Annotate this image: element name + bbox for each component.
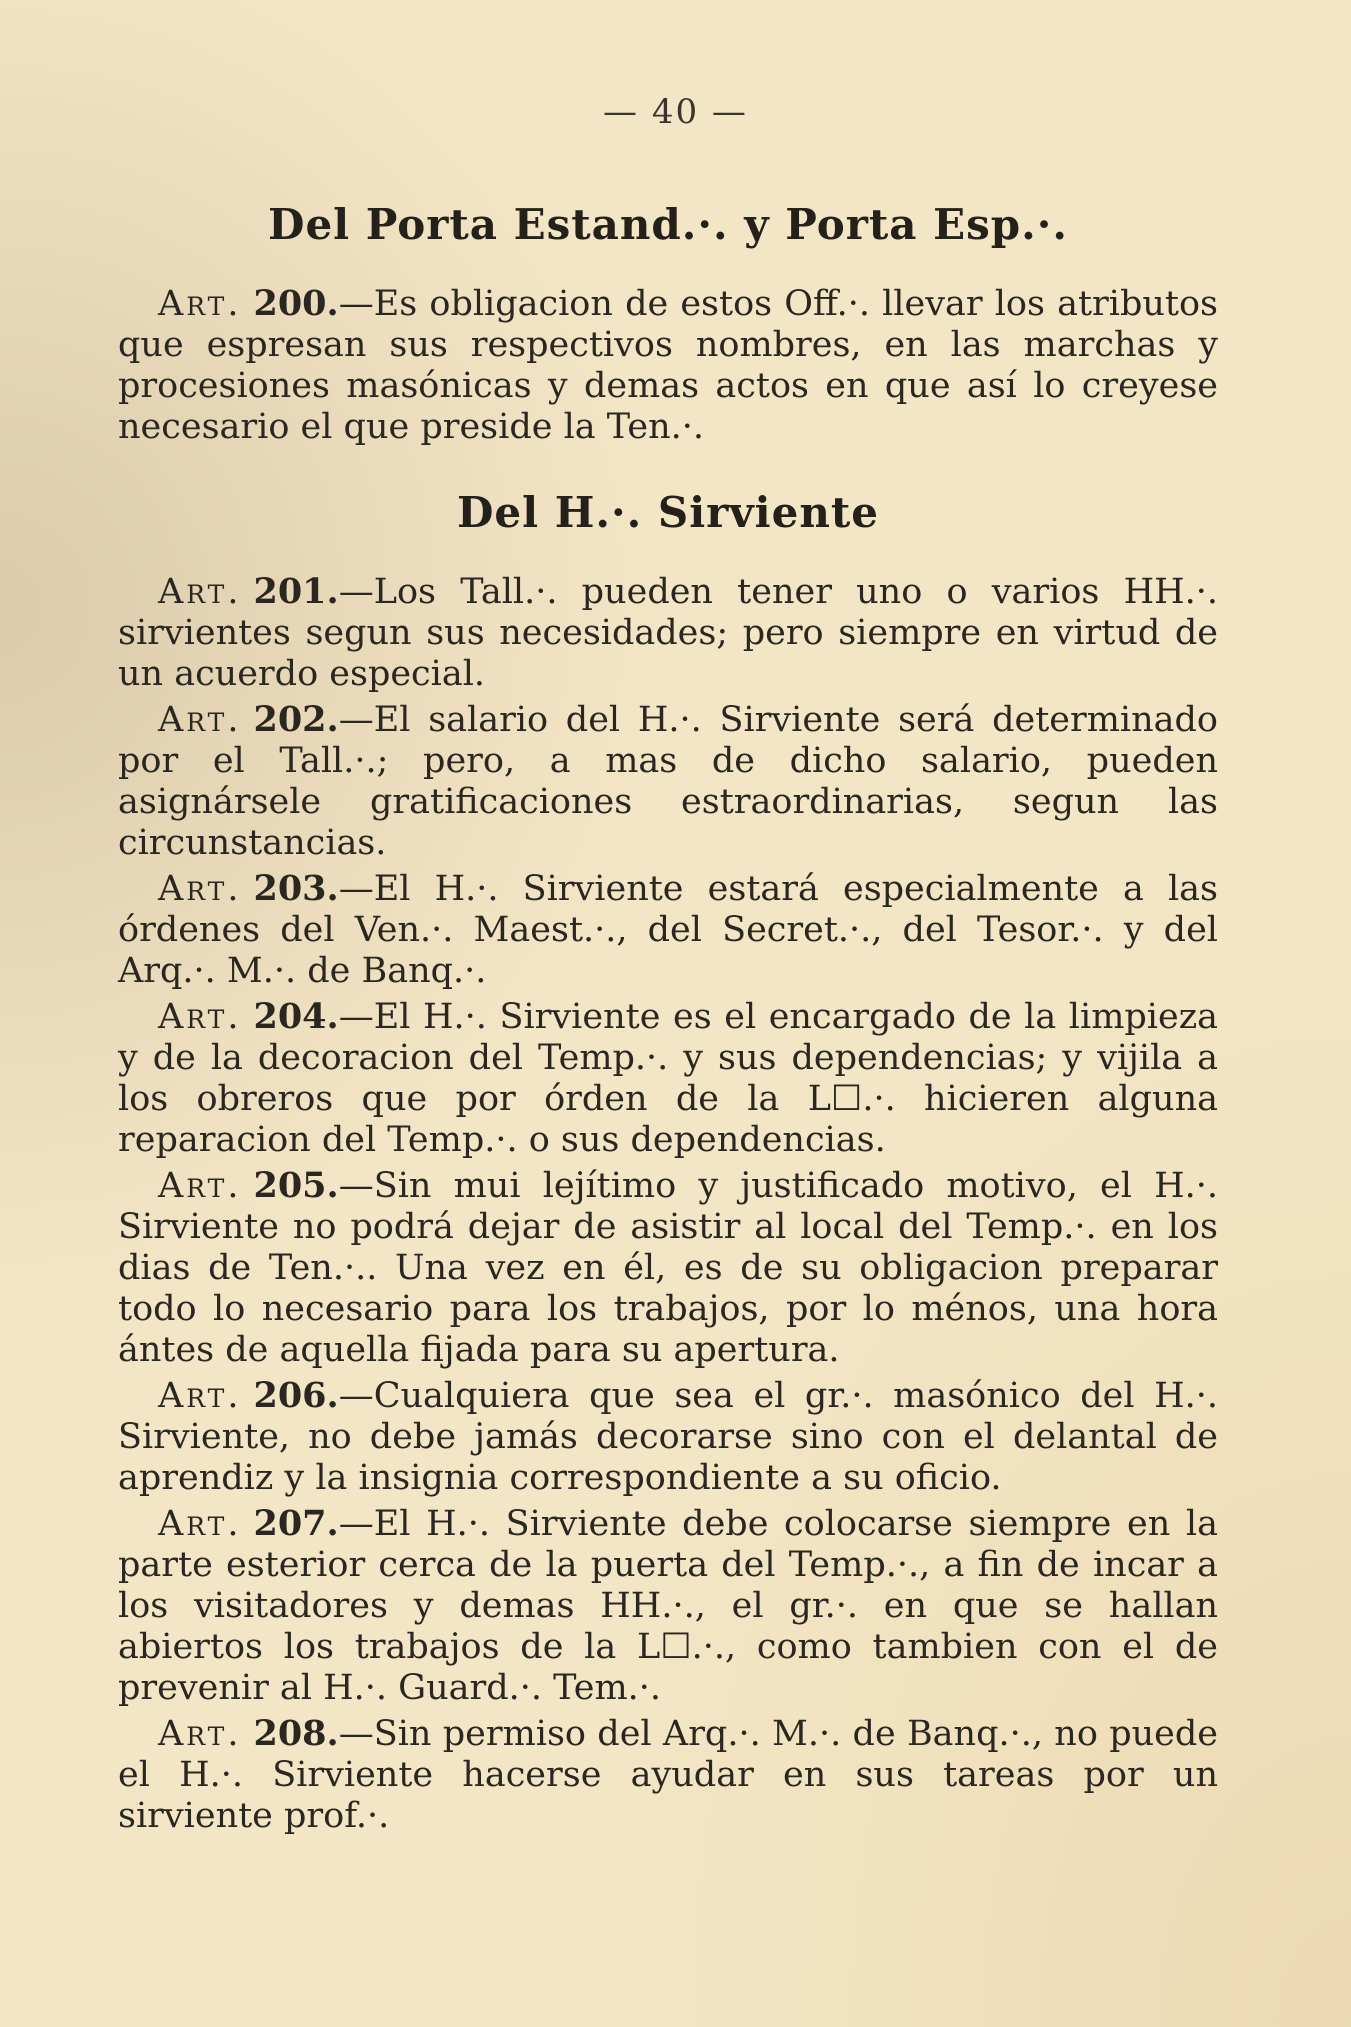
article-text: —Los Tall.·. pueden tener uno o varios HH.·. sirvientes segun sus necesidades; pero siempre en virtud de un acuerdo especial. bbox=[118, 572, 1218, 694]
article-label: Art. bbox=[158, 700, 242, 740]
article-number: 208. bbox=[253, 1713, 339, 1754]
article-number: 200. bbox=[253, 283, 339, 324]
article-207 bbox=[118, 1503, 1218, 1709]
article-206 bbox=[118, 1375, 1218, 1499]
article-number: 201. bbox=[253, 571, 339, 612]
article-204 bbox=[118, 996, 1218, 1161]
article-201 bbox=[118, 571, 1218, 695]
article-text: —Cualquiera que sea el gr.·. masónico del H.·. Sirviente, no debe jamás decorarse sino con el delantal de aprendiz y la insignia correspondiente a su oficio. bbox=[118, 1376, 1218, 1498]
article-number: 206. bbox=[253, 1375, 339, 1416]
article-label: Art. bbox=[158, 284, 242, 324]
article-label: Art. bbox=[158, 997, 242, 1037]
article-text: —El salario del H.·. Sirviente será determinado por el Tall.·.; pero, a mas de dicho salario, pueden asignársele gratificaciones estraordinarias, segun las circunstancias. bbox=[118, 700, 1218, 863]
article-205 bbox=[118, 1165, 1218, 1371]
article-text: —Sin permiso del Arq.·. M.·. de Banq.·., no puede el H.·. Sirviente hacerse ayudar en sus tareas por un sirviente prof.·. bbox=[118, 1714, 1218, 1836]
article-number: 207. bbox=[253, 1503, 339, 1544]
article-text: —Sin mui lejítimo y justificado motivo, el H.·. Sirviente no podrá dejar de asistir al local del Temp.·. en los dias de Ten.·.. Una vez en él, es de su obligacion preparar todo lo necesario para los trabajos, por lo ménos, una hora ántes de aquella fijada para su apertura. bbox=[118, 1166, 1218, 1370]
article-label: Art. bbox=[158, 1376, 242, 1416]
article-208 bbox=[118, 1713, 1218, 1837]
section-title-sirviente: Del H.·. Sirviente bbox=[456, 488, 880, 537]
article-text: —El H.·. Sirviente debe colocarse siempre en la parte esterior cerca de la puerta del Temp.·., a fin de incar a los visitadores y demas HH.·., el gr.·. en que se hallan abiertos los trabajos de la L☐.·., como tambien con el de prevenir al H.·. Guard.·. Tem.·. bbox=[118, 1504, 1218, 1708]
article-203 bbox=[118, 868, 1218, 992]
article-number: 204. bbox=[253, 996, 339, 1037]
article-number: 205. bbox=[253, 1165, 339, 1206]
article-text: —El H.·. Sirviente es el encargado de la limpieza y de la decoracion del Temp.·. y sus dependencias; y vijila a los obreros que por órden de la L☐.·. hicieren alguna reparacion del Temp.·. o sus dependencias. bbox=[118, 997, 1218, 1160]
article-202 bbox=[118, 699, 1218, 864]
page-number: — 40 — bbox=[603, 92, 748, 132]
article-200 bbox=[118, 283, 1218, 448]
article-number: 203. bbox=[253, 868, 339, 909]
article-label: Art. bbox=[158, 572, 242, 612]
article-label: Art. bbox=[158, 1166, 242, 1206]
article-label: Art. bbox=[158, 869, 242, 909]
section-title-porta-estandarte: Del Porta Estand.·. y Porta Esp.·. bbox=[268, 200, 1068, 249]
article-text: —Es obligacion de estos Off.·. llevar los atributos que espresan sus respectivos nombres, en las marchas y procesiones masónicas y demas actos en que así lo creyese necesario el que preside la Ten.·. bbox=[118, 284, 1218, 447]
article-label: Art. bbox=[158, 1714, 242, 1754]
article-text: —El H.·. Sirviente estará especialmente a las órdenes del Ven.·. Maest.·., del Secret.·., del Tesor.·. y del Arq.·. M.·. de Banq.·. bbox=[118, 869, 1218, 991]
article-number: 202. bbox=[253, 699, 339, 740]
page-body bbox=[118, 200, 1218, 1841]
article-label: Art. bbox=[158, 1504, 242, 1544]
